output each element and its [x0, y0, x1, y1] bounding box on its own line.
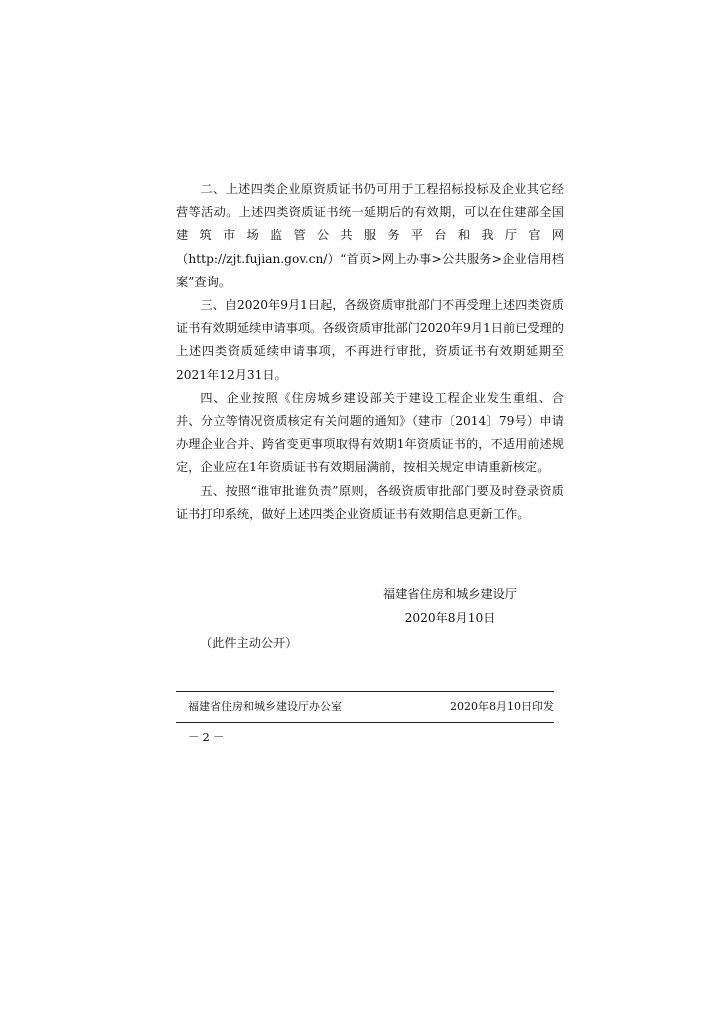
public-disclosure-note: （此件主动公开） [200, 636, 298, 650]
document-body [176, 178, 564, 526]
paragraph-2: 二、上述四类企业原资质证书仍可用于工程招标投标及企业其它经营等活动。上述四类资质证书统一延期后的有效期，可以在住建部全国建筑市场监管公共服务平台和我厅官网（http://zjt.fujian.gov.cn/）“首页>网上办事>公共服务>企业信用档案”查询。 [176, 182, 564, 289]
footer-issuer: 福建省住房和城乡建设厅办公室 [188, 700, 342, 713]
signature-date: 2020年8月10日 [404, 611, 496, 625]
paragraph-3: 三、自2020年9月1日起，各级资质审批部门不再受理上述四类资质证书有效期延续申请事项。各级资质审批部门2020年9月1日前已受理的上述四类资质延续申请事项，不再进行审批，资质证书有效期延期至2021年12月31日。 [176, 298, 564, 382]
signature-organization: 福建省住房和城乡建设厅 [382, 587, 518, 601]
issuance-footer [176, 691, 554, 723]
page-number: －2－ [188, 730, 228, 744]
footer-issue-date: 2020年8月10日印发 [450, 700, 554, 713]
paragraph-5: 五、按照“谁审批谁负责”原则，各级资质审批部门要及时登录资质证书打印系统，做好上述四类企业资质证书有效期信息更新工作。 [176, 483, 564, 521]
paragraph-4: 四、企业按照《住房城乡建设部关于建设工程企业发生重组、合并、分立等情况资质核定有关问题的通知》（建市〔2014〕79号）申请办理企业合并、跨省变更事项取得有效期1年资质证书的，不适用前述规定，企业应在1年资质证书有效期届满前，按相关规定申请重新核定。 [176, 390, 564, 475]
